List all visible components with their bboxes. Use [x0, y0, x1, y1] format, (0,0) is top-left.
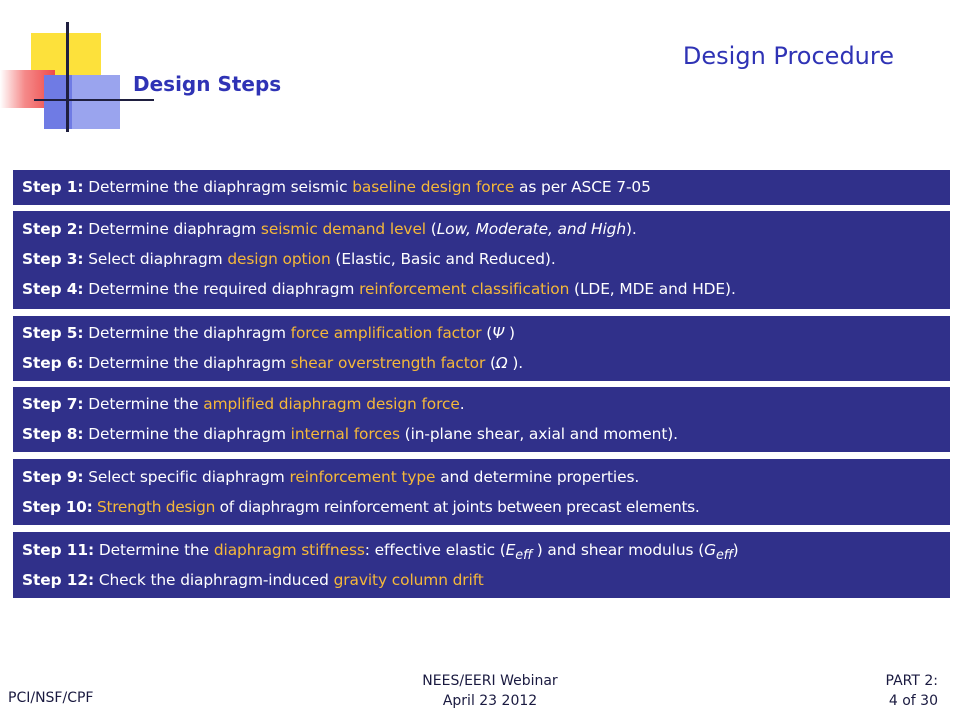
step-6 — [22, 348, 950, 378]
g-subscript: eff — [715, 548, 733, 564]
step-italic: Low, Moderate, and High — [436, 220, 626, 238]
step-label: Step 6: — [22, 354, 84, 372]
step-text: Determine the diaphragm — [83, 425, 291, 443]
step-text: ( — [426, 220, 437, 238]
footer-event-name: NEES/EERI Webinar — [422, 673, 558, 689]
step-text: Determine the — [83, 395, 204, 413]
step-highlight: reinforcement classification — [359, 280, 570, 298]
step-text: Select specific diaphragm — [83, 468, 290, 486]
step-highlight: Strength design — [97, 498, 216, 516]
footer-org: PCI/NSF/CPF — [8, 690, 94, 706]
step-text: Check the diaphragm-induced — [94, 571, 334, 589]
step-7 — [22, 389, 950, 419]
step-label: Step 8: — [22, 425, 84, 443]
step-text: ( — [481, 324, 493, 342]
step-text: Determine the — [94, 541, 214, 559]
step-text: : effective elastic ( — [364, 541, 506, 559]
step-text: and determine properties. — [435, 468, 640, 486]
step-label: Step 5: — [22, 324, 84, 342]
psi-symbol: Ψ — [492, 324, 505, 342]
step-text: Select diaphragm — [83, 250, 228, 268]
step-highlight: baseline design force — [352, 178, 515, 196]
step-text: Determine the diaphragm — [83, 354, 291, 372]
step-8 — [22, 419, 950, 449]
step-text: ) — [732, 541, 739, 559]
step-highlight: diaphragm stiffness — [213, 541, 365, 559]
step-text: Determine the diaphragm — [83, 324, 291, 342]
step-text: as per ASCE 7-05 — [514, 178, 651, 196]
step-box-5 — [13, 459, 950, 525]
step-9 — [22, 462, 950, 492]
step-highlight: shear overstrength factor — [290, 354, 486, 372]
step-highlight: amplified diaphragm design force — [203, 395, 460, 413]
step-label: Step 12: — [22, 571, 95, 589]
step-box-3 — [13, 316, 950, 381]
step-label: Step 4: — [22, 280, 84, 298]
slide-subtitle: Design Steps — [133, 72, 282, 96]
step-text: Determine diaphragm — [83, 220, 261, 238]
step-text: (Elastic, Basic and Reduced). — [330, 250, 556, 268]
footer-page — [886, 671, 938, 711]
footer-event-date: April 23 2012 — [442, 693, 538, 709]
step-label: Step 2: — [22, 220, 84, 238]
e-variable: E — [505, 541, 516, 559]
step-4 — [22, 274, 950, 304]
step-12 — [22, 565, 950, 595]
step-label: Step 9: — [22, 468, 84, 486]
step-text: ) — [504, 324, 515, 342]
step-box-2 — [13, 211, 950, 309]
step-highlight: reinforcement type — [289, 468, 436, 486]
step-box-4 — [13, 387, 950, 452]
step-highlight: internal forces — [290, 425, 400, 443]
g-variable: G — [704, 541, 716, 559]
step-text: . — [459, 395, 465, 413]
step-3 — [22, 244, 950, 274]
step-text: of diaphragm reinforcement at joints between precast elements. — [215, 498, 700, 516]
omega-symbol: Ω — [495, 354, 508, 372]
step-text: (LDE, MDE and HDE). — [569, 280, 736, 298]
step-text: Determine the required diaphragm — [83, 280, 360, 298]
step-label: Step 11: — [22, 541, 95, 559]
step-text: ). — [625, 220, 637, 238]
step-text: ) and shear modulus ( — [531, 541, 705, 559]
step-text: ). — [507, 354, 524, 372]
step-5 — [22, 318, 950, 348]
step-highlight: force amplification factor — [290, 324, 482, 342]
deco-vertical-line — [66, 22, 69, 132]
step-1 — [22, 172, 950, 202]
step-box-6 — [13, 532, 950, 598]
footer-part: PART 2: — [885, 673, 938, 689]
slide-title: Design Procedure — [682, 42, 894, 70]
step-label: Step 10: — [22, 498, 93, 516]
step-11 — [22, 535, 950, 565]
step-10 — [22, 492, 950, 522]
step-label: Step 1: — [22, 178, 84, 196]
step-box-1 — [13, 170, 950, 205]
step-text: Determine the diaphragm seismic — [83, 178, 353, 196]
step-label: Step 7: — [22, 395, 84, 413]
deco-horizontal-line — [34, 99, 154, 101]
e-subscript: eff — [515, 548, 532, 564]
step-highlight: gravity column drift — [333, 571, 484, 589]
step-highlight: design option — [227, 250, 331, 268]
step-text: (in-plane shear, axial and moment). — [399, 425, 678, 443]
step-highlight: seismic demand level — [260, 220, 426, 238]
footer-event — [360, 671, 620, 711]
step-text: ( — [485, 354, 496, 372]
step-2 — [22, 214, 950, 244]
footer-page-number: 4 of 30 — [888, 693, 938, 709]
step-label: Step 3: — [22, 250, 84, 268]
